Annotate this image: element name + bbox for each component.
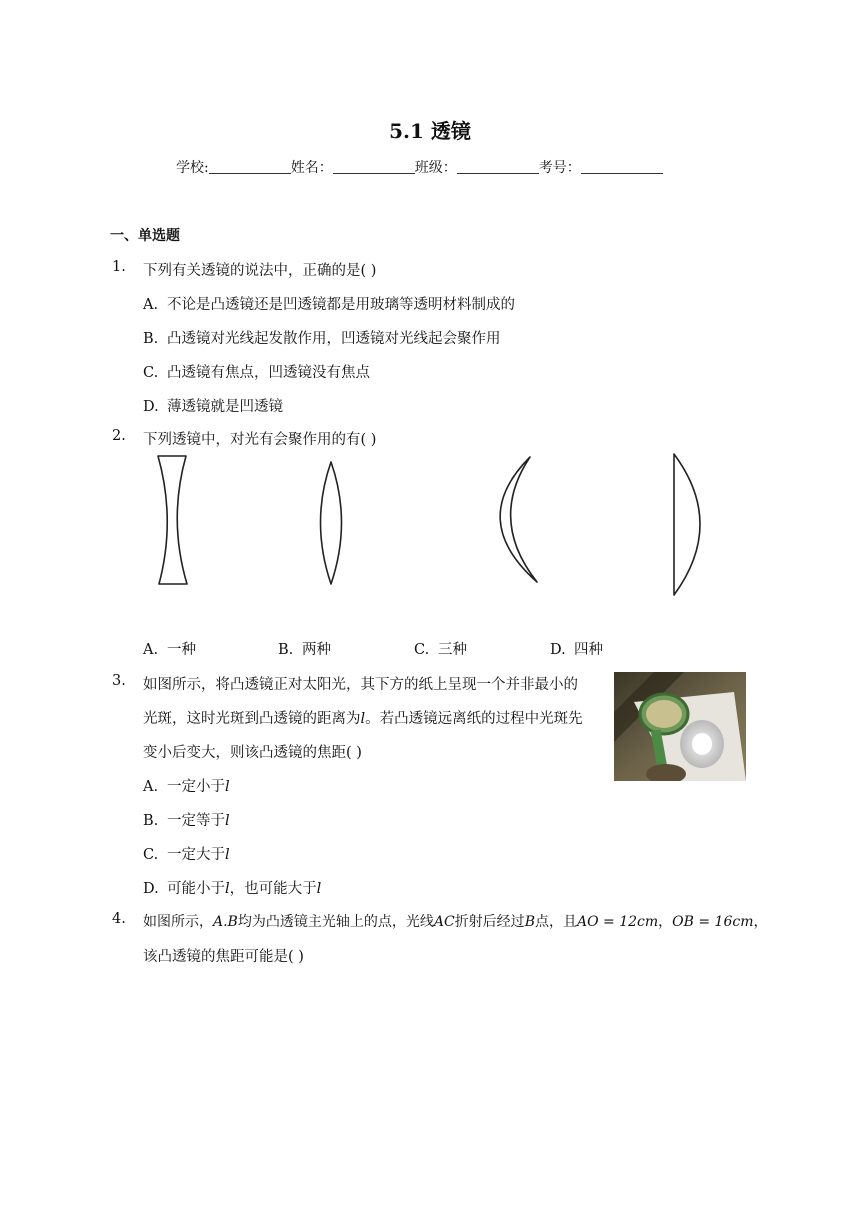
math-expression: AO = 12cm (576, 914, 659, 930)
option-letter: A. (143, 642, 159, 658)
section-heading: 一、单选题 (110, 228, 180, 244)
question-number: 1. (112, 259, 126, 275)
question-stem-line (143, 707, 583, 728)
option-text: 薄透镜就是凹透镜 (167, 399, 283, 415)
question-number: 2. (112, 428, 126, 444)
option-text: 一种 (167, 642, 196, 658)
stem-text: 光斑，这时光斑到凸透镜的距离为 (143, 711, 361, 727)
option-letter: D. (550, 642, 566, 658)
magnifier-photo (614, 672, 746, 781)
option-letter: B. (143, 331, 159, 347)
math-variable: l (225, 813, 230, 829)
option-text: 一定大于 (167, 847, 225, 863)
stem-text: 如图所示， (143, 914, 213, 930)
stem-text: 折射后经过 (454, 914, 525, 930)
option-text: 可能小于 (167, 881, 225, 897)
question-stem-line: 变小后变大，则该凸透镜的焦距( ) (143, 745, 362, 761)
math-variable: l (316, 881, 322, 897)
name-label: 姓名： (290, 160, 333, 176)
math-variable: l (225, 847, 230, 863)
question-number: 3. (112, 673, 126, 689)
question-stem: 下列有关透镜的说法中，正确的是( ) (143, 263, 377, 279)
option-letter: C. (414, 642, 430, 658)
option-text: 一定小于 (167, 779, 225, 795)
stem-text: ， (753, 914, 768, 930)
option-text: 一定等于 (167, 813, 225, 829)
option-b[interactable] (278, 638, 331, 659)
class-label: 班级： (414, 160, 457, 176)
option-c[interactable] (143, 843, 230, 864)
option-d[interactable] (550, 638, 603, 659)
math-expression: AC (433, 914, 455, 930)
option-a[interactable] (143, 638, 196, 659)
math-expression: OB = 16cm (672, 914, 754, 930)
math-expression: B (524, 914, 535, 930)
option-letter: D. (143, 399, 159, 415)
math-expression: A.B (213, 914, 238, 930)
option-letter: C. (143, 847, 159, 863)
stem-text: ， (658, 914, 673, 930)
math-variable: l (360, 711, 366, 727)
option-c[interactable] (414, 638, 467, 659)
meniscus-lens-icon (500, 457, 537, 582)
option-text: 凸透镜对光线起发散作用，凹透镜对光线起会聚作用 (167, 331, 501, 347)
option-text: 不论是凸透镜还是凹透镜都是用玻璃等透明材料制成的 (167, 297, 515, 313)
option-a[interactable] (143, 775, 230, 796)
question-stem: 下列透镜中，对光有会聚作用的有( ) (143, 432, 377, 448)
question-stem-line: 如图所示，将凸透镜正对太阳光，其下方的纸上呈现一个并非最小的 (143, 677, 578, 693)
math-variable: l (225, 881, 230, 897)
option-letter: C. (143, 365, 159, 381)
option-text-tail: ，也可能大于 (229, 881, 317, 897)
option-letter: A. (143, 779, 159, 795)
stem-text: 。若凸透镜远离纸的过程中光斑先 (365, 711, 583, 727)
plano-convex-lens-icon (674, 454, 700, 595)
school-label: 学校: (176, 160, 209, 176)
option-letter: D. (143, 881, 159, 897)
option-letter: B. (278, 642, 294, 658)
exam-no-label: 考号： (538, 160, 581, 176)
option-text: 凸透镜有焦点，凹透镜没有焦点 (167, 365, 370, 381)
concave-lens-icon (158, 456, 187, 584)
option-b[interactable] (143, 809, 230, 830)
question-number: 4. (112, 911, 126, 927)
option-letter: A. (143, 297, 159, 313)
stem-text: 点，且 (534, 914, 577, 930)
stem-text: 均为凸透镜主光轴上的点，光线 (237, 914, 434, 930)
option-text: 三种 (438, 642, 467, 658)
page-title: 5.1 透镜 (389, 119, 471, 143)
question-stem-line: 该凸透镜的焦距可能是( ) (143, 949, 304, 965)
option-text: 四种 (574, 642, 603, 658)
option-letter: B. (143, 813, 159, 829)
option-d[interactable] (143, 877, 321, 898)
math-variable: l (225, 779, 230, 795)
option-text: 两种 (302, 642, 331, 658)
question-stem-line (143, 911, 767, 931)
biconvex-lens-icon (321, 462, 342, 584)
